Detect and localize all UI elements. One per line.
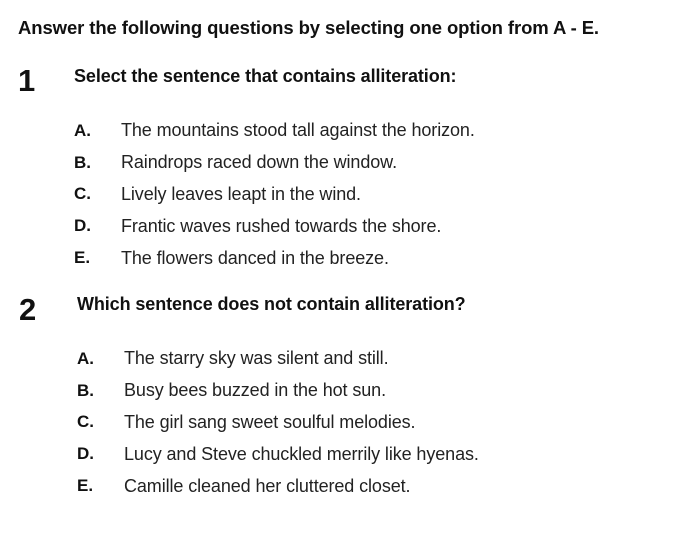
option-letter: C. — [74, 184, 91, 204]
option-letter: B. — [77, 380, 94, 400]
option-text: Frantic waves rushed towards the shore. — [121, 215, 442, 236]
option-text: The flowers danced in the breeze. — [121, 247, 389, 268]
option-text: Lucy and Steve chuckled merrily like hyenas. — [124, 443, 479, 464]
option-letter: A. — [74, 120, 91, 140]
question-text: Which sentence does not contain alliteration? — [77, 294, 466, 314]
option-text: Lively leaves leapt in the wind. — [121, 183, 361, 204]
instruction-heading: Answer the following questions by selecting one option from A - E. — [18, 17, 599, 38]
question-text: Select the sentence that contains alliteration: — [74, 66, 457, 86]
option-list — [74, 115, 475, 274]
option-c[interactable] — [74, 179, 475, 211]
option-letter: E. — [74, 248, 91, 268]
option-d[interactable] — [77, 438, 479, 470]
option-text: Camille cleaned her cluttered closet. — [124, 475, 411, 496]
option-e[interactable] — [74, 242, 475, 274]
option-b[interactable] — [74, 147, 475, 179]
option-text: The girl sang sweet soulful melodies. — [124, 411, 416, 432]
option-letter: A. — [77, 348, 94, 368]
option-text: The mountains stood tall against the horizon. — [121, 120, 475, 141]
question-number: 1 — [18, 63, 36, 98]
option-letter: E. — [77, 476, 94, 496]
option-text: Busy bees buzzed in the hot sun. — [124, 380, 386, 401]
option-text: Raindrops raced down the window. — [121, 152, 397, 173]
option-letter: D. — [77, 444, 94, 464]
option-b[interactable] — [77, 375, 479, 407]
option-letter: B. — [74, 152, 91, 172]
option-text: The starry sky was silent and still. — [124, 348, 389, 369]
option-list — [77, 343, 479, 502]
question-number: 2 — [19, 292, 37, 327]
option-c[interactable] — [77, 407, 479, 439]
option-a[interactable] — [74, 115, 475, 147]
option-d[interactable] — [74, 210, 475, 242]
option-letter: C. — [77, 412, 94, 432]
option-e[interactable] — [77, 470, 479, 502]
option-a[interactable] — [77, 343, 479, 375]
option-letter: D. — [74, 216, 91, 236]
